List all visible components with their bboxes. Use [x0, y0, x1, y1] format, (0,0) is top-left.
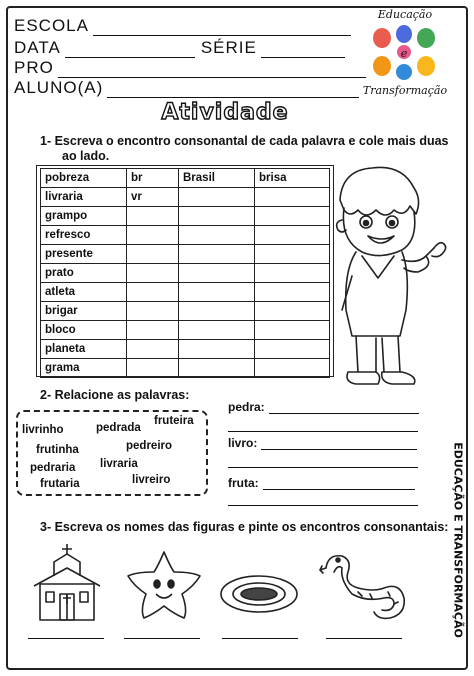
escola-line [14, 16, 351, 36]
q2-word: frutinha [36, 444, 79, 456]
logo-e-text: e [400, 47, 408, 60]
example-cell[interactable] [255, 207, 330, 226]
table-row [41, 264, 330, 283]
q2-word: frutaria [40, 478, 80, 490]
q1-text-line1: 1- Escreva o encontro consonantal de cada palavra e cole mais duas [40, 134, 449, 148]
word-cell: grampo [41, 207, 127, 226]
example-cell[interactable] [255, 340, 330, 359]
star-icon [124, 548, 204, 622]
word-cell: atleta [41, 283, 127, 302]
q2-word: livrinho [22, 424, 64, 436]
aluno-label: ALUNO(A) [14, 78, 104, 97]
table-row [41, 283, 330, 302]
q2-target-label: pedra: [228, 400, 265, 414]
q2-answer-line[interactable] [228, 494, 418, 506]
example-cell[interactable] [255, 264, 330, 283]
table-row [41, 226, 330, 245]
encontro-cell[interactable] [127, 226, 179, 245]
q2-target-label: fruta: [228, 476, 259, 490]
aluno-field[interactable] [107, 83, 359, 98]
q2-target-row [228, 476, 415, 490]
logo-top-text: Educação [377, 8, 433, 21]
example-cell[interactable] [179, 359, 255, 378]
example-cell[interactable] [255, 321, 330, 340]
word-cell: planeta [41, 340, 127, 359]
example-cell[interactable] [179, 188, 255, 207]
q2-target-row [228, 420, 418, 432]
logo-bottom-text: Transformação [362, 84, 448, 97]
table-row [41, 302, 330, 321]
word-cell: livraria [41, 188, 127, 207]
side-vertical-text [448, 420, 468, 660]
example-cell[interactable] [179, 283, 255, 302]
q3-title: 3- Escreva os nomes das figuras e pinte os encontros consonantais: [40, 520, 449, 534]
example-cell[interactable] [179, 321, 255, 340]
plate-icon [218, 572, 300, 616]
q3-answer-line-plate[interactable] [222, 638, 298, 639]
serie-label: SÉRIE [200, 38, 257, 57]
example-cell[interactable] [255, 188, 330, 207]
side-text: EDUCAÇÃO E TRANSFORMAÇÃO [451, 442, 465, 638]
pro-line [14, 58, 366, 78]
serie-field[interactable] [261, 43, 345, 58]
table-row [41, 188, 330, 207]
encontro-cell[interactable] [127, 207, 179, 226]
table-row [41, 207, 330, 226]
word-cell: prato [41, 264, 127, 283]
q2-answer-line[interactable] [261, 438, 417, 450]
example-cell[interactable]: Brasil [179, 169, 255, 188]
q2-word: pedrada [96, 422, 141, 434]
q2-word: fruteira [154, 415, 194, 427]
table-row [41, 321, 330, 340]
encontro-cell[interactable] [127, 302, 179, 321]
page-title: Atividade [161, 100, 289, 125]
q2-word: pedreiro [126, 440, 173, 452]
snake-icon [318, 548, 414, 626]
encontro-cell[interactable] [127, 321, 179, 340]
example-cell[interactable] [179, 207, 255, 226]
encontro-cell[interactable] [127, 283, 179, 302]
example-cell[interactable] [179, 264, 255, 283]
encontro-cell[interactable] [127, 245, 179, 264]
word-cell: grama [41, 359, 127, 378]
word-cell: pobreza [41, 169, 127, 188]
q2-target-row [228, 436, 417, 450]
example-cell[interactable] [255, 283, 330, 302]
pro-label: PRO [14, 58, 54, 77]
q1-text-line2: ao lado. [62, 149, 110, 163]
data-field[interactable] [65, 43, 195, 58]
q3-answer-line-church[interactable] [28, 638, 104, 639]
q2-target-row [228, 400, 419, 414]
boy-illustration-icon [322, 160, 450, 390]
aluno-line [14, 78, 359, 98]
q2-word: livreiro [132, 474, 171, 486]
q3-answer-line-star[interactable] [124, 638, 200, 639]
escola-field[interactable] [93, 21, 351, 36]
logo [362, 8, 448, 98]
word-cell: brigar [41, 302, 127, 321]
q2-word: pedraria [30, 462, 76, 474]
encontro-cell[interactable]: vr [127, 188, 179, 207]
encontro-cell[interactable] [127, 359, 179, 378]
data-line [14, 38, 345, 58]
q2-word: livraria [100, 458, 138, 470]
word-cell: bloco [41, 321, 127, 340]
church-icon [30, 542, 104, 622]
q2-answer-line[interactable] [263, 478, 415, 490]
word-cell: refresco [41, 226, 127, 245]
example-cell[interactable] [179, 340, 255, 359]
encontro-cell[interactable] [127, 264, 179, 283]
example-cell[interactable] [255, 359, 330, 378]
q2-target-label: livro: [228, 436, 258, 450]
q2-target-row [228, 494, 418, 506]
example-cell[interactable] [255, 245, 330, 264]
table-row [41, 245, 330, 264]
word-cell: presente [41, 245, 127, 264]
encontro-cell[interactable]: br [127, 169, 179, 188]
example-cell[interactable] [179, 302, 255, 321]
example-cell[interactable] [255, 226, 330, 245]
escola-label: ESCOLA [14, 16, 89, 35]
example-cell[interactable] [179, 226, 255, 245]
table-row [41, 359, 330, 378]
data-label: DATA [14, 38, 61, 57]
q3-answer-line-snake[interactable] [326, 638, 402, 639]
example-cell[interactable] [179, 245, 255, 264]
q2-answer-line[interactable] [269, 402, 419, 414]
pro-field[interactable] [58, 63, 366, 78]
q2-answer-line[interactable] [228, 420, 418, 432]
q2-answer-line[interactable] [228, 456, 418, 468]
encontro-cell[interactable] [127, 340, 179, 359]
example-cell[interactable]: brisa [255, 169, 330, 188]
q2-target-row [228, 456, 418, 468]
example-cell[interactable] [255, 302, 330, 321]
q1-table [40, 168, 330, 378]
table-row [41, 169, 330, 188]
table-row [41, 340, 330, 359]
q2-title: 2- Relacione as palavras: [40, 388, 190, 402]
hands-logo-icon [368, 24, 442, 84]
